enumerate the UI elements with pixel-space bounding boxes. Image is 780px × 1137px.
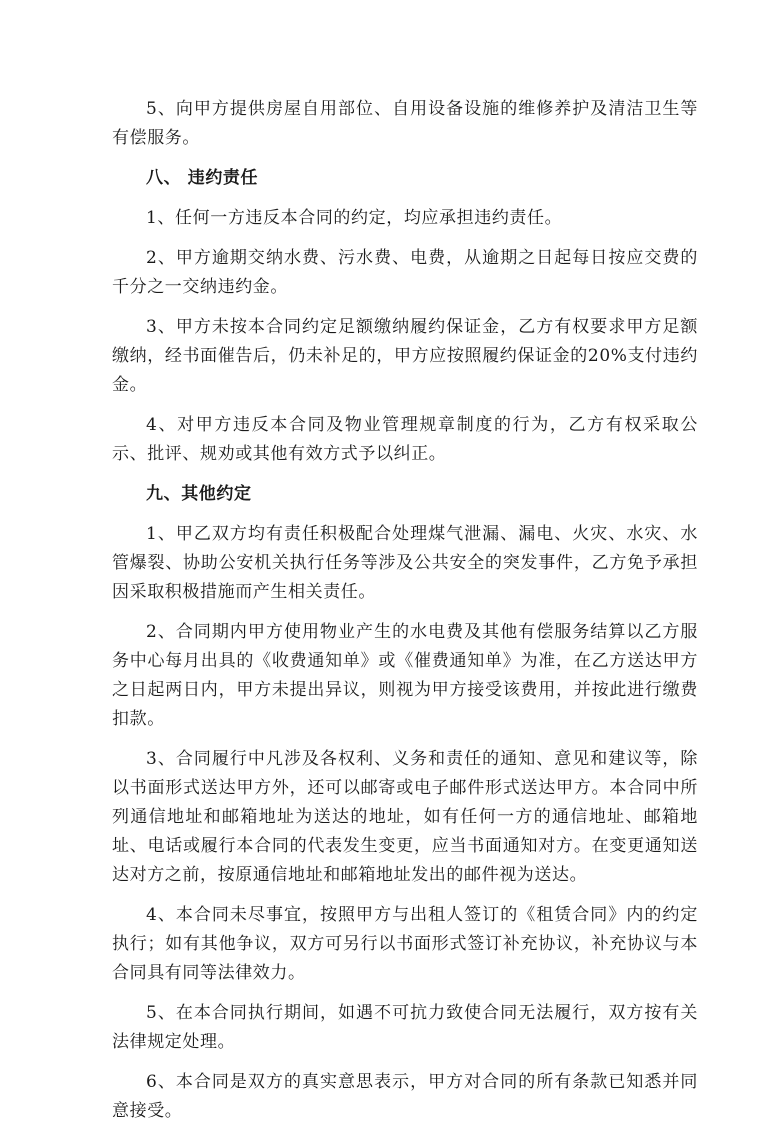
clause-other-3: 3、合同履行中凡涉及各权利、义务和责任的通知、意见和建议等，除以书面形式送达甲方外，还可以邮寄或电子邮件形式送达甲方。本合同中所列通信地址和邮箱地址为送达的地址，如有任何一方的通信地址、邮箱地址、电话或履行本合同的代表发生变更，应当书面通知对方。在变更通知送达对方之前，按原通信地址和邮箱地址发出的邮件视为送达。 bbox=[112, 749, 698, 885]
clause-8-5: 5、向甲方提供房屋自用部位、自用设备设施的维修养护及清洁卫生等有偿服务。 bbox=[112, 99, 698, 148]
clause-breach-2: 2、甲方逾期交纳水费、污水费、电费，从逾期之日起每日按应交费的千分之一交纳违约金。 bbox=[112, 248, 698, 297]
clause-breach-1: 1、任何一方违反本合同的约定，均应承担违约责任。 bbox=[146, 208, 563, 228]
clause-other-6: 6、本合同是双方的真实意思表示，甲方对合同的所有条款已知悉并同意接受。 bbox=[112, 1072, 698, 1121]
document-page bbox=[112, 95, 698, 1137]
clause-other-2: 2、合同期内甲方使用物业产生的水电费及其他有偿服务结算以乙方服务中心每月出具的《收费通知单》或《催费通知单》为准，在乙方送达甲方之日起两日内，甲方未提出异议，则视为甲方接受该费用，并按此进行缴费扣款。 bbox=[112, 622, 698, 729]
clause-other-5: 5、在本合同执行期间，如遇不可抗力致使合同无法履行，双方按有关法律规定处理。 bbox=[112, 1003, 698, 1052]
clause-breach-4: 4、对甲方违反本合同及物业管理规章制度的行为，乙方有权采取公示、批评、规劝或其他有效方式予以纠正。 bbox=[112, 415, 698, 464]
clause-breach-3: 3、甲方未按本合同约定足额缴纳履约保证金，乙方有权要求甲方足额缴纳，经书面催告后，仍未补足的，甲方应按照履约保证金的20%支付违约金。 bbox=[112, 317, 698, 395]
section-heading-breach: 八、 违约责任 bbox=[146, 168, 259, 188]
section-heading-other: 九、其他约定 bbox=[146, 484, 252, 504]
clause-other-1: 1、甲乙双方均有责任积极配合处理煤气泄漏、漏电、火灾、水灾、水管爆裂、协助公安机关执行任务等涉及公共安全的突发事件，乙方免予承担因采取积极措施而产生相关责任。 bbox=[112, 524, 698, 602]
clause-other-4: 4、本合同未尽事宜，按照甲方与出租人签订的《租赁合同》内的约定执行；如有其他争议，双方可另行以书面形式签订补充协议，补充协议与本合同具有同等法律效力。 bbox=[112, 905, 698, 983]
